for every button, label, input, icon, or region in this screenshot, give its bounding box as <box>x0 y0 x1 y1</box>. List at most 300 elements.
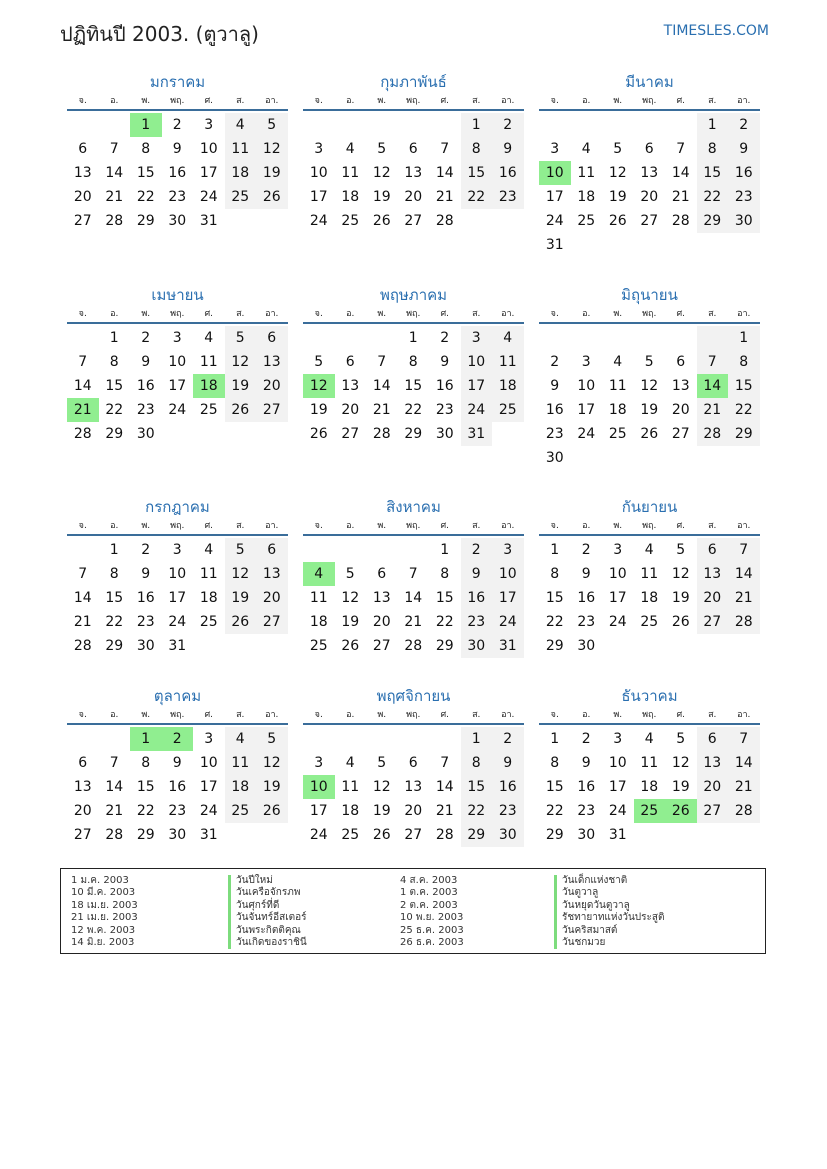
day-cell: 8 <box>408 354 418 370</box>
day-cell: 9 <box>440 354 450 370</box>
weekday-label: พ. <box>377 96 387 106</box>
weekday-label: พฤ. <box>170 521 185 531</box>
weekday-label: พฤ. <box>406 521 421 531</box>
weekday-label: ศ. <box>204 710 214 720</box>
empty-cell <box>634 113 666 137</box>
day-cell: 19 <box>225 586 257 610</box>
day-cell: 26 <box>256 185 288 209</box>
day-cell: 6 <box>78 755 88 771</box>
empty-cell <box>429 727 461 751</box>
weekday-label: อ. <box>346 96 355 106</box>
holiday-cell: 2 <box>162 727 194 751</box>
day-cell: 16 <box>577 779 596 795</box>
weekday-label: อ. <box>346 710 355 720</box>
day-cell: 4 <box>581 141 591 157</box>
weekday-label: ศ. <box>676 309 686 319</box>
day-cell: 5 <box>345 566 355 582</box>
day-cell: 4 <box>225 113 257 137</box>
day-cell: 5 <box>613 141 623 157</box>
day-cell: 29 <box>697 209 729 233</box>
weekday-label: พฤ. <box>170 96 185 106</box>
day-cell: 8 <box>461 137 493 161</box>
day-cell: 21 <box>404 614 423 630</box>
day-grid <box>539 727 760 847</box>
weekday-label: ส. <box>472 521 481 531</box>
day-cell: 23 <box>168 189 187 205</box>
day-cell: 26 <box>372 827 391 843</box>
day-grid <box>303 326 524 446</box>
day-cell: 19 <box>341 614 360 630</box>
day-cell: 25 <box>225 185 257 209</box>
day-cell: 16 <box>136 378 155 394</box>
day-cell: 22 <box>728 398 760 422</box>
day-cell: 11 <box>341 165 360 181</box>
weekday-label: พฤ. <box>642 309 657 319</box>
day-cell: 8 <box>550 566 560 582</box>
holiday-name: วันชกมวย <box>554 937 665 949</box>
day-cell: 11 <box>640 755 659 771</box>
day-cell: 26 <box>309 426 328 442</box>
day-cell: 30 <box>577 827 596 843</box>
day-cell: 29 <box>136 827 155 843</box>
day-cell: 12 <box>225 350 257 374</box>
day-cell: 18 <box>199 590 218 606</box>
holiday-date: 2 ต.ค. 2003 <box>400 899 458 911</box>
weekday-label: อา. <box>501 309 515 319</box>
day-cell: 24 <box>608 803 627 819</box>
empty-cell <box>634 326 666 350</box>
day-cell: 11 <box>309 590 328 606</box>
day-cell: 12 <box>671 755 690 771</box>
weekday-label: พฤ. <box>406 710 421 720</box>
empty-cell <box>366 326 398 350</box>
day-cell: 25 <box>492 398 524 422</box>
day-cell: 8 <box>141 141 151 157</box>
day-cell: 18 <box>341 189 360 205</box>
day-cell: 13 <box>341 378 360 394</box>
day-cell: 10 <box>168 354 187 370</box>
day-cell: 20 <box>640 189 659 205</box>
month-name: เมษายน <box>151 286 204 304</box>
holiday-name: วันเครือจักรภพ <box>228 887 307 899</box>
day-cell: 2 <box>492 727 524 751</box>
day-cell: 23 <box>435 402 454 418</box>
day-cell: 30 <box>492 823 524 847</box>
day-cell: 29 <box>105 638 124 654</box>
day-cell: 18 <box>225 775 257 799</box>
day-cell: 29 <box>545 827 564 843</box>
day-grid <box>67 538 288 658</box>
day-cell: 4 <box>492 326 524 350</box>
weekday-label: ส. <box>708 710 717 720</box>
day-cell: 30 <box>168 827 187 843</box>
day-cell: 18 <box>225 161 257 185</box>
day-cell: 17 <box>199 779 218 795</box>
day-cell: 17 <box>492 586 524 610</box>
holiday-cell: 1 <box>130 113 162 137</box>
day-cell: 12 <box>608 165 627 181</box>
day-cell: 7 <box>697 350 729 374</box>
day-cell: 12 <box>256 751 288 775</box>
day-cell: 28 <box>404 638 423 654</box>
holiday-name: วันเกิดของราชินี <box>228 937 307 949</box>
legend-names-left <box>228 875 307 949</box>
day-cell: 14 <box>105 165 124 181</box>
holiday-date: 1 ม.ค. 2003 <box>71 875 129 886</box>
month-11 <box>303 686 524 847</box>
day-cell: 14 <box>435 779 454 795</box>
day-cell: 28 <box>697 422 729 446</box>
day-cell: 13 <box>404 165 423 181</box>
day-cell: 10 <box>461 350 493 374</box>
day-cell: 19 <box>256 161 288 185</box>
day-cell: 18 <box>640 590 659 606</box>
empty-cell <box>335 727 367 751</box>
day-cell: 20 <box>697 586 729 610</box>
weekday-label: ศ. <box>440 309 450 319</box>
day-cell: 8 <box>697 137 729 161</box>
day-cell: 13 <box>697 751 729 775</box>
day-cell: 25 <box>341 213 360 229</box>
day-cell: 19 <box>640 402 659 418</box>
day-cell: 24 <box>309 213 328 229</box>
empty-cell <box>602 326 634 350</box>
day-cell: 2 <box>141 542 151 558</box>
empty-cell <box>303 326 335 350</box>
day-cell: 27 <box>256 398 288 422</box>
day-cell: 2 <box>461 538 493 562</box>
day-cell: 5 <box>676 731 686 747</box>
month-8 <box>303 497 524 658</box>
day-cell: 29 <box>461 823 493 847</box>
weekday-label: ส. <box>236 309 245 319</box>
weekday-label: ส. <box>236 96 245 106</box>
weekday-label: พ. <box>377 309 387 319</box>
weekday-label: ศ. <box>440 521 450 531</box>
empty-cell <box>67 113 99 137</box>
weekday-header <box>67 708 288 725</box>
day-cell: 26 <box>225 398 257 422</box>
day-cell: 23 <box>492 799 524 823</box>
day-cell: 27 <box>404 827 423 843</box>
weekday-label: พ. <box>141 309 151 319</box>
day-cell: 24 <box>199 189 218 205</box>
day-cell: 5 <box>314 354 324 370</box>
day-cell: 25 <box>199 402 218 418</box>
day-cell: 23 <box>136 402 155 418</box>
site-link[interactable]: TIMESLES.COM <box>663 23 769 39</box>
month-9 <box>539 497 760 658</box>
weekday-label: พ. <box>613 309 623 319</box>
day-cell: 2 <box>141 330 151 346</box>
weekday-label: อา. <box>265 96 279 106</box>
day-cell: 31 <box>199 213 218 229</box>
day-cell: 13 <box>697 562 729 586</box>
month-1 <box>67 72 288 233</box>
weekday-label: พ. <box>141 96 151 106</box>
day-cell: 7 <box>78 566 88 582</box>
holiday-name: วันหยุดวันตูวาลู <box>554 900 665 912</box>
holiday-cell: 12 <box>303 374 335 398</box>
day-cell: 20 <box>404 803 423 819</box>
day-cell: 16 <box>168 165 187 181</box>
empty-cell <box>335 113 367 137</box>
weekday-label: ส. <box>708 309 717 319</box>
weekday-label: อ. <box>582 309 591 319</box>
month-name: พฤษภาคม <box>379 286 448 304</box>
day-cell: 19 <box>372 803 391 819</box>
day-cell: 6 <box>78 141 88 157</box>
holiday-cell: 10 <box>539 161 571 185</box>
day-cell: 27 <box>404 213 423 229</box>
holiday-cell: 25 <box>634 799 666 823</box>
day-cell: 14 <box>73 590 92 606</box>
day-cell: 3 <box>204 117 214 133</box>
weekday-label: จ. <box>314 309 323 319</box>
weekday-label: ศ. <box>676 710 686 720</box>
day-cell: 1 <box>550 731 560 747</box>
empty-cell <box>665 326 697 350</box>
holiday-name: วันศุกร์ที่ดี <box>228 900 307 912</box>
day-cell: 4 <box>225 727 257 751</box>
weekday-header <box>539 708 760 725</box>
day-cell: 29 <box>728 422 760 446</box>
holiday-cell: 18 <box>193 374 225 398</box>
weekday-header <box>539 519 760 536</box>
empty-cell <box>303 727 335 751</box>
empty-cell <box>539 113 571 137</box>
empty-cell <box>303 538 335 562</box>
day-cell: 30 <box>136 638 155 654</box>
weekday-label: จ. <box>314 96 323 106</box>
day-cell: 5 <box>377 755 387 771</box>
day-cell: 3 <box>581 354 591 370</box>
empty-cell <box>366 727 398 751</box>
day-cell: 8 <box>550 755 560 771</box>
empty-cell <box>67 727 99 751</box>
weekday-label: จ. <box>78 521 87 531</box>
day-cell: 16 <box>136 590 155 606</box>
day-cell: 6 <box>345 354 355 370</box>
day-grid <box>67 727 288 847</box>
day-cell: 10 <box>608 755 627 771</box>
day-cell: 18 <box>492 374 524 398</box>
day-cell: 2 <box>492 113 524 137</box>
day-cell: 15 <box>105 590 124 606</box>
day-cell: 17 <box>608 590 627 606</box>
day-cell: 15 <box>404 378 423 394</box>
day-cell: 15 <box>461 775 493 799</box>
day-cell: 11 <box>577 165 596 181</box>
weekday-label: ส. <box>708 96 717 106</box>
day-cell: 11 <box>199 566 218 582</box>
holiday-date: 14 มิ.ย. 2003 <box>71 936 135 948</box>
weekday-label: ศ. <box>676 96 686 106</box>
weekday-label: พ. <box>613 710 623 720</box>
day-cell: 17 <box>461 374 493 398</box>
day-cell: 23 <box>577 614 596 630</box>
day-cell: 23 <box>545 426 564 442</box>
day-cell: 9 <box>492 751 524 775</box>
holiday-date: 21 เม.ย. 2003 <box>71 912 138 924</box>
weekday-label: พฤ. <box>642 96 657 106</box>
weekday-label: จ. <box>550 710 559 720</box>
day-cell: 2 <box>728 113 760 137</box>
day-cell: 24 <box>309 827 328 843</box>
day-cell: 25 <box>309 638 328 654</box>
day-cell: 17 <box>199 165 218 181</box>
day-cell: 21 <box>697 398 729 422</box>
day-cell: 16 <box>461 586 493 610</box>
day-cell: 14 <box>671 165 690 181</box>
day-cell: 2 <box>581 731 591 747</box>
holiday-date: 4 ส.ค. 2003 <box>400 875 458 886</box>
day-cell: 4 <box>644 542 654 558</box>
day-cell: 29 <box>404 426 423 442</box>
day-cell: 28 <box>728 610 760 634</box>
empty-cell <box>366 538 398 562</box>
day-cell: 10 <box>168 566 187 582</box>
day-cell: 5 <box>676 542 686 558</box>
holiday-name: วันตูวาลู <box>554 887 665 899</box>
weekday-label: อา. <box>737 96 751 106</box>
day-cell: 8 <box>109 354 119 370</box>
day-cell: 14 <box>404 590 423 606</box>
day-grid <box>539 538 760 658</box>
day-cell: 1 <box>461 727 493 751</box>
day-grid <box>303 727 524 847</box>
empty-cell <box>429 113 461 137</box>
weekday-label: ส. <box>236 710 245 720</box>
day-cell: 8 <box>728 350 760 374</box>
day-cell: 15 <box>136 165 155 181</box>
holiday-name: วันจันทร์อีสเตอร์ <box>228 912 307 924</box>
day-cell: 3 <box>461 326 493 350</box>
day-cell: 3 <box>314 755 324 771</box>
empty-cell <box>67 326 99 350</box>
holiday-cell: 21 <box>67 398 99 422</box>
day-cell: 20 <box>404 189 423 205</box>
weekday-label: อ. <box>110 309 119 319</box>
day-cell: 6 <box>256 326 288 350</box>
day-cell: 22 <box>545 614 564 630</box>
weekday-label: ศ. <box>440 710 450 720</box>
month-4 <box>67 285 288 446</box>
month-7 <box>67 497 288 658</box>
weekday-label: ศ. <box>204 521 214 531</box>
day-cell: 15 <box>136 779 155 795</box>
day-cell: 21 <box>73 614 92 630</box>
month-name: มกราคม <box>149 73 206 91</box>
day-cell: 7 <box>78 354 88 370</box>
day-cell: 9 <box>141 566 151 582</box>
day-cell: 16 <box>545 402 564 418</box>
day-cell: 16 <box>492 775 524 799</box>
weekday-label: อา. <box>501 521 515 531</box>
weekday-label: ส. <box>708 521 717 531</box>
day-cell: 25 <box>341 827 360 843</box>
weekday-label: พ. <box>613 521 623 531</box>
day-cell: 7 <box>377 354 387 370</box>
day-cell: 21 <box>435 189 454 205</box>
weekday-label: ศ. <box>440 96 450 106</box>
empty-cell <box>398 538 430 562</box>
weekday-header <box>67 94 288 111</box>
month-12 <box>539 686 760 847</box>
day-cell: 13 <box>73 165 92 181</box>
holiday-name: รัชทายาทแห่งวันประสูติ <box>554 912 665 924</box>
month-5 <box>303 285 524 446</box>
holiday-legend <box>60 868 766 954</box>
day-cell: 1 <box>550 542 560 558</box>
day-cell: 14 <box>728 751 760 775</box>
weekday-label: อ. <box>346 309 355 319</box>
day-cell: 31 <box>461 422 493 446</box>
day-cell: 16 <box>492 161 524 185</box>
day-cell: 20 <box>372 614 391 630</box>
day-cell: 5 <box>225 326 257 350</box>
day-cell: 6 <box>408 755 418 771</box>
weekday-label: อ. <box>582 521 591 531</box>
weekday-label: ส. <box>472 309 481 319</box>
holiday-date: 10 พ.ย. 2003 <box>400 912 464 924</box>
day-cell: 28 <box>105 213 124 229</box>
holiday-date: 18 เม.ย. 2003 <box>71 899 138 911</box>
day-cell: 20 <box>671 402 690 418</box>
weekday-label: ส. <box>472 96 481 106</box>
day-cell: 1 <box>408 330 418 346</box>
day-cell: 7 <box>440 141 450 157</box>
weekday-label: จ. <box>550 309 559 319</box>
day-cell: 1 <box>728 326 760 350</box>
day-cell: 31 <box>545 237 564 253</box>
day-cell: 27 <box>341 426 360 442</box>
day-cell: 2 <box>581 542 591 558</box>
day-cell: 13 <box>256 562 288 586</box>
day-cell: 26 <box>372 213 391 229</box>
day-cell: 21 <box>728 586 760 610</box>
weekday-label: พ. <box>377 710 387 720</box>
page-title: ปฏิทินปี 2003. (ตูวาลู) <box>60 22 259 46</box>
weekday-label: จ. <box>550 96 559 106</box>
weekday-header <box>539 94 760 111</box>
day-cell: 9 <box>581 566 591 582</box>
day-cell: 18 <box>309 614 328 630</box>
holiday-cell: 14 <box>697 374 729 398</box>
weekday-label: อา. <box>501 96 515 106</box>
empty-cell <box>398 727 430 751</box>
day-cell: 4 <box>204 542 214 558</box>
day-cell: 10 <box>492 562 524 586</box>
day-cell: 19 <box>309 402 328 418</box>
day-cell: 24 <box>168 614 187 630</box>
day-cell: 11 <box>225 751 257 775</box>
weekday-label: พฤ. <box>170 710 185 720</box>
day-cell: 20 <box>73 189 92 205</box>
day-cell: 30 <box>136 426 155 442</box>
day-cell: 18 <box>341 803 360 819</box>
day-cell: 11 <box>225 137 257 161</box>
day-cell: 28 <box>435 827 454 843</box>
day-cell: 9 <box>728 137 760 161</box>
weekday-label: อ. <box>110 96 119 106</box>
day-cell: 6 <box>377 566 387 582</box>
day-cell: 9 <box>492 137 524 161</box>
weekday-label: พ. <box>377 521 387 531</box>
day-cell: 26 <box>671 614 690 630</box>
day-cell: 14 <box>105 779 124 795</box>
weekday-label: พ. <box>141 710 151 720</box>
